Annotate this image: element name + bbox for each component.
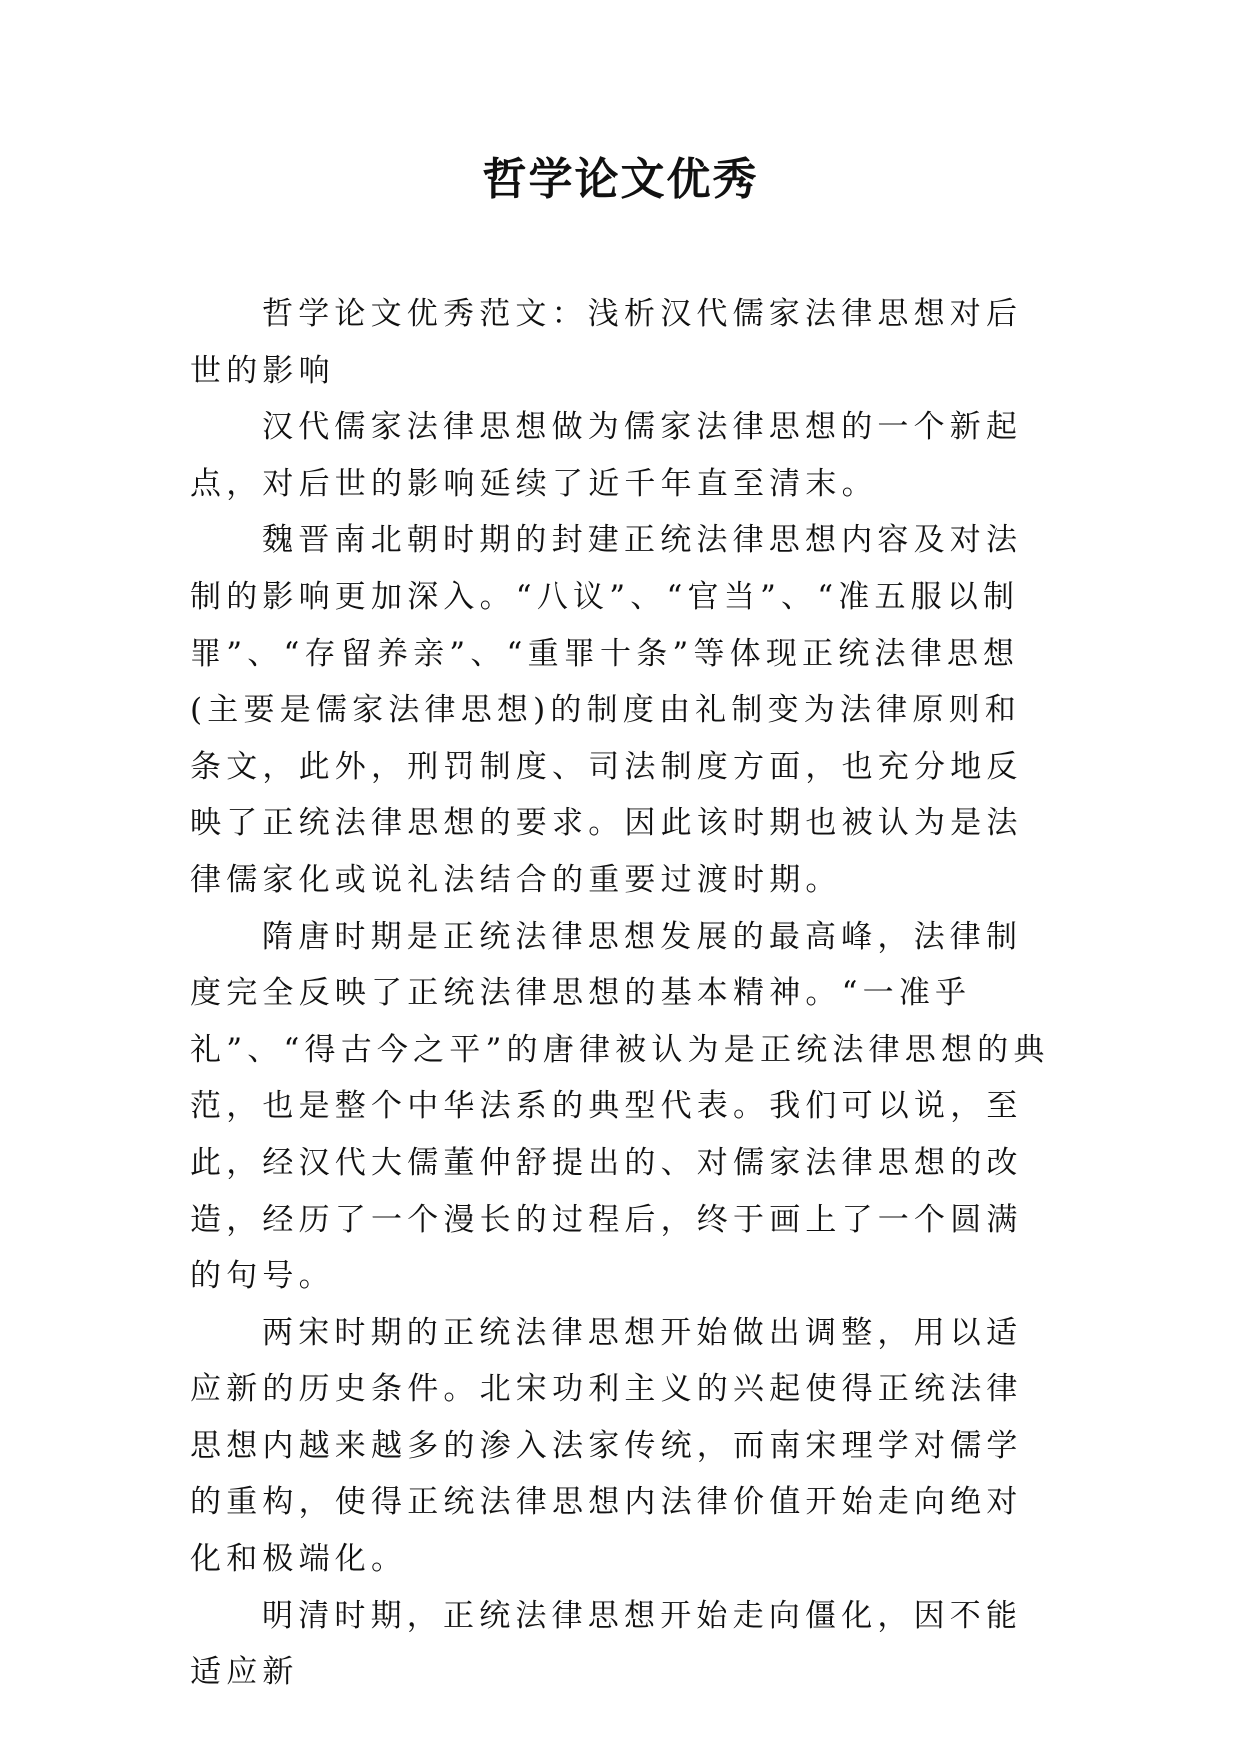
paragraph: 汉代儒家法律思想做为儒家法律思想的一个新起点，对后世的影响延续了近千年直至清末。 [190, 409, 1023, 502]
paragraph: 隋唐时期是正统法律思想发展的最高峰，法律制度完全反映了正统法律思想的基本精神。“一准乎礼”、“得古今之平”的唐律被认为是正统法律思想的典范，也是整个中华法系的典型代表。我们可以说，至此，经汉代大儒董仲舒提出的、对儒家法律思想的改造，经历了一个漫长的过程后，终于画上了一个圆满的句号。 [190, 918, 1050, 1295]
paragraph: 魏晋南北朝时期的封建正统法律思想内容及对法制的影响更加深入。“八议”、“官当”、“准五服以制罪”、“存留养亲”、“重罪十条”等体现正统法律思想(主要是儒家法律思想)的制度由礼制变为法律原则和条文，此外，刑罚制度、司法制度方面，也充分地反映了正统法律思想的要求。因此该时期也被认为是法律儒家化或说礼法结合的重要过渡时期。 [190, 522, 1023, 898]
document-title: 哲学论文优秀 [482, 154, 759, 205]
paragraph: 明清时期，正统法律思想开始走向僵化，因不能适应新 [190, 1597, 1023, 1691]
paragraph-subtitle: 哲学论文优秀范文：浅析汉代儒家法律思想对后世的影响 [190, 296, 1023, 389]
paragraph: 两宋时期的正统法律思想开始做出调整，用以适应新的历史条件。北宋功利主义的兴起使得正统法律思想内越来越多的渗入法家传统，而南宋理学对儒学的重构，使得正统法律思想内法律价值开始走向绝对化和极端化。 [190, 1314, 1023, 1578]
document-body [190, 286, 1055, 1701]
